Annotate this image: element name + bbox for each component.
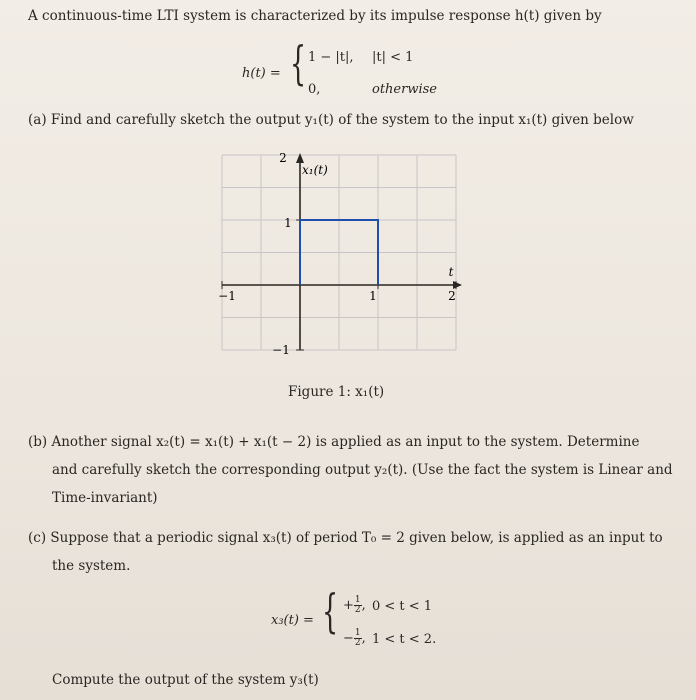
plot-labels: [218, 151, 456, 357]
x3-case1-sign: +: [343, 598, 354, 613]
x-tick-neg1-label: −1: [218, 289, 236, 303]
x-tick-1-label: 1: [369, 289, 377, 303]
signal-label: x₁(t): [302, 163, 328, 177]
x3-case1: + $\frac{1}{2}$ ,: [343, 595, 366, 615]
x-axis-arrowhead: [453, 281, 462, 289]
part-b-line1: (b) Another signal x₂(t) = x₁(t) + x₁(t − 2) is applied as an input to the system. Determine: [28, 434, 640, 450]
part-a-text: (a) Find and carefully sketch the output y₁(t) of the system to the input x₁(t) given below: [28, 112, 634, 128]
x3-case2-denominator: 2: [354, 638, 361, 648]
x3-definition-lhs: x₃(t) =: [271, 613, 314, 628]
x3-definition-brace: {: [322, 584, 339, 638]
part-b-line3: Time-invariant): [52, 490, 158, 506]
intro-text: A continuous-time LTI system is characterized by its impulse response h(t) given by: [28, 8, 602, 24]
part-c-line1: (c) Suppose that a periodic signal x₃(t) of period T₀ = 2 given below, is applied as an input to: [28, 530, 663, 546]
x3-case2: − $\frac{1}{2}$ ,: [343, 628, 366, 648]
x3-case2-numerator: 1: [354, 628, 361, 638]
figure-1-caption: Figure 1: x₁(t): [288, 384, 385, 400]
part-b-line2: and carefully sketch the corresponding output y₂(t). (Use the fact the system is Linear and: [52, 462, 673, 478]
h-case1-condition: |t| < 1: [372, 50, 414, 65]
x3-case1-denominator: 2: [354, 605, 361, 615]
h-case2-expression: 0,: [308, 82, 321, 97]
h-case1-expression: 1 − |t|,: [308, 50, 354, 65]
x3-case1-numerator: 1: [354, 595, 361, 605]
h-definition-brace: {: [290, 36, 307, 90]
plot-grid: [222, 155, 456, 350]
plot-axes: [222, 153, 462, 350]
x-tick-2-label: 2: [448, 289, 456, 303]
h-case2-condition: otherwise: [372, 82, 437, 97]
y-tick-neg1-label: −1: [272, 343, 290, 357]
final-question-text: Compute the output of the system y₃(t): [52, 672, 319, 688]
y-tick-2-label: 2: [279, 151, 287, 165]
t-axis-label: t: [448, 265, 454, 279]
x3-case2-sign: −: [343, 631, 354, 646]
part-c-line2: the system.: [52, 558, 131, 574]
x3-case2-fraction: [354, 629, 362, 648]
x3-case2-condition: 1 < t < 2.: [372, 632, 437, 647]
x3-case1-fraction: [354, 596, 362, 615]
h-definition-lhs: h(t) =: [242, 66, 281, 81]
x3-case1-condition: 0 < t < 1: [372, 599, 433, 614]
y-tick-1-label: 1: [284, 216, 292, 230]
